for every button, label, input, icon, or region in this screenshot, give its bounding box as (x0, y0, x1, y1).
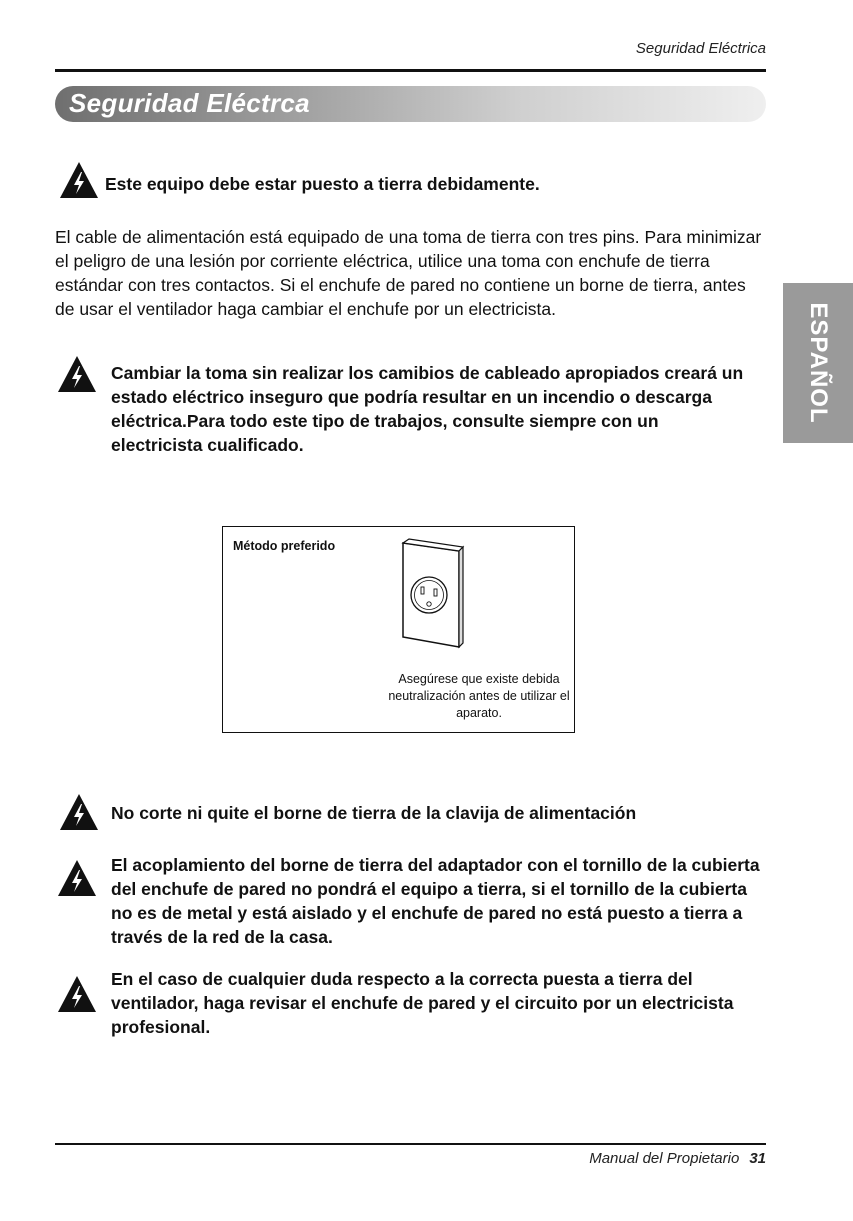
language-tab (783, 283, 853, 443)
electric-warning-icon (59, 793, 99, 831)
warning-doubt-check: En el caso de cualquier duda respecto a la correcta puesta a tierra del ventilador, haga revisar el enchufe de pared y el circuito por un electricista profesional. (111, 969, 734, 1037)
top-rule (55, 69, 766, 72)
grounded-outlet-icon (393, 537, 465, 649)
page-footer (589, 1150, 766, 1167)
figure-label: Método preferido (233, 539, 336, 553)
warning-rewiring: Cambiar la toma sin realizar los camibios de cableado apropiados creará un estado eléctrico inseguro que podría resultar en un incendio o descarga eléctrica.Para todo este tipo de trabajos, consulte siempre con un electricista cualificado. (111, 363, 744, 455)
warning-adapter-screw: El acoplamiento del borne de tierra del adaptador con el tornillo de la cubierta del enchufe de pared no pondrá el equipo a tierra, si el tornillo de la cubierta no es de metal y está aislado y el enchufe de pared no está puesto a tierra a través de la red de la casa. (111, 855, 760, 947)
electric-warning-icon (59, 161, 99, 199)
electric-warning-icon (57, 975, 97, 1013)
running-header: Seguridad Eléctrica (635, 40, 766, 57)
body-paragraph: El cable de alimentación está equipado de una toma de tierra con tres pins. Para minimizar el peligro de una lesión por corriente eléctrica, utilice una toma con enchufe de tierra estándar con tres contactos. Si el enchufe de pared no contiene un borne de tierra, antes de usar el ventilador haga cambiar el enchufe por un electricista. (55, 227, 762, 319)
electric-warning-icon (57, 859, 97, 897)
bottom-rule (55, 1143, 766, 1145)
section-title-bar (55, 86, 766, 122)
section-title: Seguridad Eléctrca (69, 88, 310, 118)
footer-manual-title: Manual del Propietario (589, 1150, 740, 1167)
figure-caption: Asegúrese que existe debida neutralización antes de utilizar el aparato. (388, 672, 570, 720)
language-tab-label: ESPAÑOL (805, 302, 832, 424)
electric-warning-icon (57, 355, 97, 393)
warning-ground-properly: Este equipo debe estar puesto a tierra debidamente. (105, 174, 540, 194)
figure-preferred-method (222, 526, 575, 733)
page-number: 31 (749, 1150, 766, 1167)
warning-ground-pin: No corte ni quite el borne de tierra de la clavija de alimentación (111, 803, 637, 823)
